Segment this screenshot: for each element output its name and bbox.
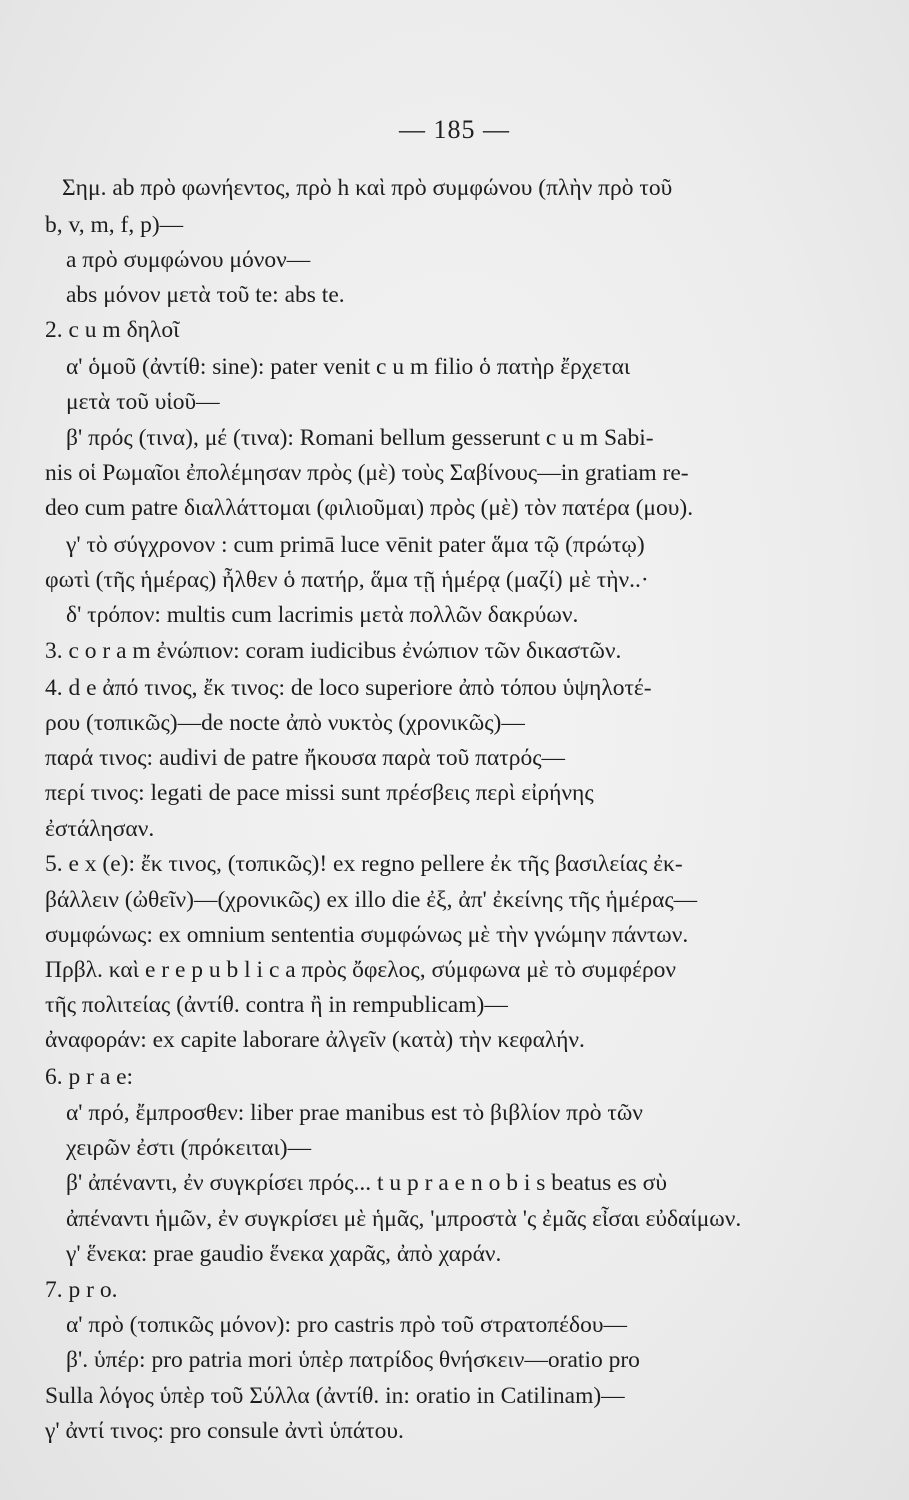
text-line: ἐστάλησαν. — [45, 816, 155, 842]
text-line: γ' ἕνεκα: prae gaudio ἕνεκα χαρᾶς, ἀπὸ χαράν. — [66, 1241, 502, 1267]
text-line: Sulla λόγος ὑπὲρ τοῦ Σύλλα (ἀντίθ. in: oratio in Catilinam)— — [45, 1383, 625, 1409]
text-line: 5. e x (e): ἔκ τινος, (τοπικῶς)! ex regno pellere ἐκ τῆς βασιλείας ἐκ- — [45, 851, 683, 877]
text-line: βάλλειν (ὠθεῖν)—(χρονικῶς) ex illo die ἐξ, ἀπ' ἐκείνης τῆς ἡμέρας— — [45, 887, 698, 913]
text-line: μετὰ τοῦ υἱοῦ— — [66, 389, 220, 415]
text-line: ρου (τοπικῶς)—de nocte ἀπὸ νυκτὸς (χρονικῶς)— — [45, 710, 525, 736]
text-line: b, v, m, f, p)— — [45, 212, 184, 238]
text-line: a πρὸ συμφώνου μόνον— — [66, 247, 311, 273]
text-line: α' πρό, ἔμπροσθεν: liber prae manibus est τὸ βιβλίον πρὸ τῶν — [66, 1100, 643, 1126]
text-line: ἀπέναντι ἡμῶν, ἐν συγκρίσει μὲ ἡμᾶς, 'μπροστὰ 'ς ἐμᾶς εἶσαι εὐδαίμων. — [66, 1206, 742, 1232]
text-line: α' ὁμοῦ (ἀντίθ: sine): pater venit c u m filio ὁ πατὴρ ἔρχεται — [66, 354, 631, 380]
text-line: nis οἱ Ρωμαῖοι ἐπολέμησαν πρὸς (μὲ) τοὺς Σαβίνους—in gratiam re- — [45, 460, 689, 486]
text-line: Πρβλ. καὶ e r e p u b l i c a πρὸς ὄφελος, σύμφωνα μὲ τὸ συμφέρον — [45, 957, 677, 983]
text-line: Σημ. ab πρὸ φωνήεντος, πρὸ h καὶ πρὸ συμφώνου (πλὴν πρὸ τοῦ — [62, 175, 673, 201]
text-line: β'. ὑπέρ: pro patria mori ὑπὲρ πατρίδος θνήσκειν—oratio pro — [66, 1347, 640, 1373]
text-line: γ' ἀντί τινος: pro consule ἀντὶ ὑπάτου. — [45, 1418, 404, 1444]
text-line: φωτὶ (τῆς ἡμέρας) ἦλθεν ὁ πατήρ, ἅμα τῇ ἡμέρᾳ (μαζί) μὲ τὴν..· — [45, 567, 649, 593]
text-line: χειρῶν ἐστι (πρόκειται)— — [66, 1135, 312, 1161]
page-number: — 185 — — [399, 115, 510, 144]
text-line: 3. c o r a m ἐνώπιον: coram iudicibus ἐνώπιον τῶν δικαστῶν. — [45, 638, 622, 664]
text-line: 7. p r o. — [45, 1277, 118, 1303]
text-line: 6. p r a e: — [45, 1064, 134, 1090]
text-line: 2. c u m δηλοῖ — [45, 317, 180, 343]
text-line: παρά τινος: audivi de patre ἤκουσα παρὰ τοῦ πατρός— — [45, 745, 566, 771]
text-line: γ' τὸ σύγχρονον : cum primā luce vēnit pater ἅμα τῷ (πρώτῳ) — [66, 532, 645, 558]
text-line: β' πρός (τινα), μέ (τινα): Romani bellum gesserunt c u m Sabi- — [66, 425, 654, 451]
text-line: deo cum patre διαλλάττομαι (φιλιοῦμαι) πρὸς (μὲ) τὸν πατέρα (μου). — [45, 495, 694, 521]
text-line: περί τινος: legati de pace missi sunt πρέσβεις περὶ εἰρήνης — [45, 780, 594, 806]
text-line: ἀναφοράν: ex capite laborare ἀλγεῖν (κατὰ) τὴν κεφαλήν. — [45, 1027, 585, 1053]
text-line: abs μόνον μετὰ τοῦ te: abs te. — [66, 282, 345, 308]
text-line: α' πρὸ (τοπικῶς μόνον): pro castris πρὸ τοῦ στρατοπέδου— — [66, 1312, 627, 1338]
text-line: τῆς πολιτείας (ἀντίθ. contra ἢ in rempublicam)— — [45, 992, 508, 1018]
text-line: δ' τρόπον: multis cum lacrimis μετὰ πολλῶν δακρύων. — [66, 602, 579, 628]
text-line: 4. d e ἀπό τινος, ἔκ τινος: de loco superiore ἀπὸ τόπου ὑψηλοτέ- — [45, 675, 652, 701]
text-line: β' ἀπέναντι, ἐν συγκρίσει πρός... t u p r a e n o b i s beatus es σὺ — [66, 1170, 667, 1196]
text-line: συμφώνως: ex omnium sententia συμφώνως μὲ τὴν γνώμην πάντων. — [45, 922, 689, 948]
